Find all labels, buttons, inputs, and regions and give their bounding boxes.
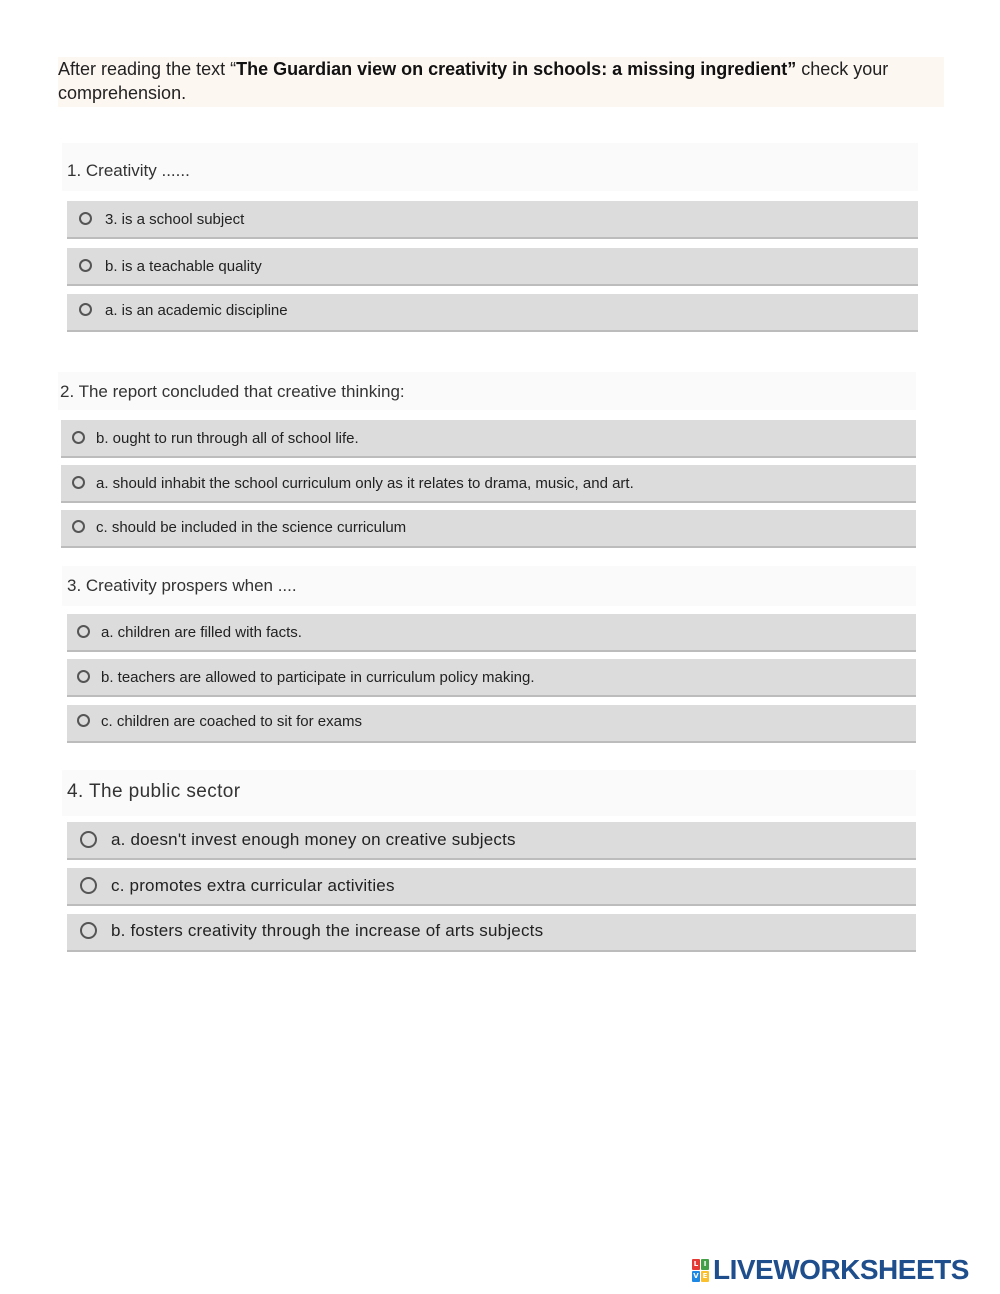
option-label: b. teachers are allowed to participate in curriculum policy making. [101, 669, 535, 686]
option-label: a. should inhabit the school curriculum only as it relates to drama, music, and art. [96, 475, 634, 492]
question-3-option-3[interactable] [67, 705, 916, 743]
radio-button-icon[interactable] [79, 259, 92, 272]
question-2-option-1[interactable] [61, 420, 916, 458]
question-3-title: 3. Creativity prospers when .... [67, 576, 297, 595]
question-1-option-1[interactable] [67, 201, 918, 239]
option-label: c. should be included in the science curriculum [96, 519, 407, 536]
liveworksheets-logo [692, 1255, 969, 1285]
logo-icon-letter: L [693, 1259, 699, 1268]
question-4-option-1[interactable] [67, 822, 916, 860]
logo-icon [692, 1259, 709, 1282]
question-2-option-2[interactable] [61, 465, 916, 503]
question-4-option-2[interactable] [67, 868, 916, 906]
question-1-option-3[interactable] [67, 294, 918, 332]
intro-suffix: check your comprehension. [58, 59, 889, 103]
option-label: 3. is a school subject [105, 211, 245, 228]
option-label: c. promotes extra curricular activities [111, 876, 395, 895]
logo-icon-letter: V [693, 1271, 699, 1280]
question-2-option-3[interactable] [61, 510, 916, 548]
question-3-option-2[interactable] [67, 659, 916, 697]
radio-button-icon[interactable] [77, 714, 90, 727]
question-4-title: 4. The public sector [67, 781, 241, 802]
logo-icon-letter: E [702, 1271, 708, 1280]
radio-button-icon[interactable] [72, 520, 85, 533]
option-label: b. is a teachable quality [105, 258, 262, 275]
radio-button-icon[interactable] [80, 922, 97, 939]
radio-button-icon[interactable] [72, 476, 85, 489]
intro-prefix: After reading the text “ [58, 59, 237, 79]
question-4-option-3[interactable] [67, 914, 916, 952]
question-3-option-1[interactable] [67, 614, 916, 652]
radio-button-icon[interactable] [79, 212, 92, 225]
option-label: a. children are filled with facts. [101, 624, 302, 641]
question-1-header [62, 143, 918, 191]
instructions [58, 57, 944, 107]
radio-button-icon[interactable] [77, 670, 90, 683]
logo-text: LIVEWORKSHEETS [713, 1254, 969, 1285]
logo-icon-letter: I [701, 1259, 709, 1270]
question-1-title: 1. Creativity ...... [67, 161, 190, 180]
option-label: c. children are coached to sit for exams [101, 713, 362, 730]
option-label: b. fosters creativity through the increase of arts subjects [111, 921, 544, 940]
radio-button-icon[interactable] [80, 831, 97, 848]
option-label: a. doesn't invest enough money on creative subjects [111, 830, 516, 849]
radio-button-icon[interactable] [79, 303, 92, 316]
radio-button-icon[interactable] [72, 431, 85, 444]
question-2-title: 2. The report concluded that creative thinking: [60, 382, 405, 401]
option-label: a. is an academic discipline [105, 302, 288, 319]
article-title: The Guardian view on creativity in schools: a missing ingredient” [236, 59, 797, 79]
question-1-option-2[interactable] [67, 248, 918, 286]
radio-button-icon[interactable] [80, 877, 97, 894]
radio-button-icon[interactable] [77, 625, 90, 638]
option-label: b. ought to run through all of school life. [96, 430, 359, 447]
